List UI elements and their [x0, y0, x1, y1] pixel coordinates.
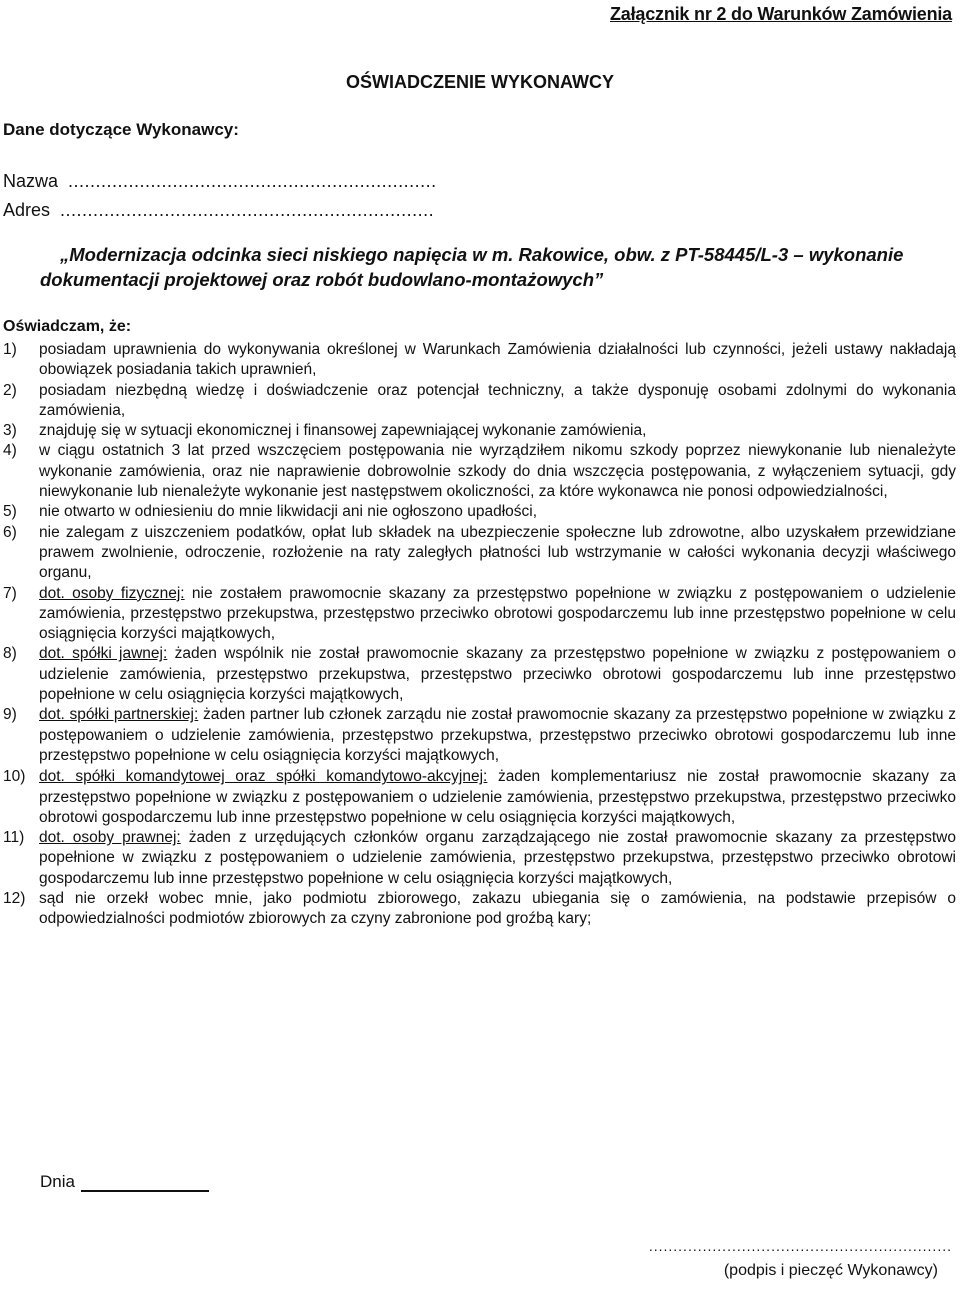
- contractor-name-label: Nazwa: [3, 171, 59, 191]
- declaration-item: [3, 705, 956, 766]
- contractor-address-fill[interactable]: ....................................................................: [60, 200, 435, 220]
- item-text-rest: żaden komplementariusz nie został prawomocnie skazany za przestępstwo popełnione w związku z postępowaniem o udzielenie zamówienia, przestępstwo przekupstwa, przestępstwo przeciwko obrotowi gospodarczemu lub inne przestępstwo popełnione w celu osiągnięcia korzyści majątkowych,: [39, 768, 957, 826]
- contractor-name-field[interactable]: [3, 171, 437, 192]
- declaration-item: [3, 584, 956, 645]
- item-number: 8): [3, 645, 17, 663]
- item-number: 1): [3, 341, 17, 358]
- item-number: 4): [3, 442, 17, 460]
- signature-caption: (podpis i pieczęć Wykonawcy): [723, 1262, 938, 1279]
- item-text: znajduję się w sytuacji ekonomicznej i finansowej zapewniającej wykonanie zamówienia,: [39, 422, 647, 440]
- item-number: 10): [3, 768, 26, 786]
- declaration-item: [3, 381, 956, 422]
- item-number: 7): [3, 584, 17, 602]
- document-title: OŚWIADCZENIE WYKONAWCY: [346, 72, 614, 92]
- date-field[interactable]: [40, 1172, 209, 1192]
- declaration-item: [3, 523, 956, 584]
- item-text: [39, 767, 956, 828]
- contractor-name-fill[interactable]: ...................................................................: [68, 171, 437, 191]
- item-text: [39, 644, 956, 705]
- item-number: 6): [3, 523, 17, 541]
- item-number: 5): [3, 503, 17, 521]
- item-number: 3): [3, 422, 17, 440]
- declaration-item: [3, 502, 956, 522]
- item-text: nie zalegam z uiszczeniem podatków, opłat lub składek na ubezpieczenie społeczne lub zdrowotne, albo uzyskałem przewidziane prawem zwolnienie, odroczenie, rozłożenie na raty zaległych płatności lub wstrzymanie w całości wykonania decyzji właściwego organu,: [39, 523, 956, 582]
- item-text: nie otwarto w odniesieniu do mnie likwidacji ani nie ogłoszono upadłości,: [39, 503, 538, 521]
- item-prefix: dot. spółki jawnej:: [39, 645, 168, 663]
- item-prefix: dot. spółki komandytowej oraz spółki komandytowo-akcyjnej:: [39, 768, 488, 786]
- date-label: Dnia: [40, 1172, 75, 1191]
- contractor-address-field[interactable]: [3, 200, 434, 221]
- declaration-item: [3, 441, 956, 502]
- item-text: [39, 705, 956, 766]
- declaration-item: [3, 767, 956, 828]
- contractor-address-label: Adres: [3, 200, 51, 220]
- item-text: posiadam niezbędną wiedzę i doświadczenie oraz potencjał techniczny, a także dysponuję osobami zdolnymi do wykonania zamówienia,: [39, 381, 956, 419]
- item-text: [39, 584, 956, 645]
- item-number: 9): [3, 706, 17, 724]
- declaration-list: [3, 340, 956, 930]
- declaration-item: [3, 889, 956, 930]
- item-text-rest: żaden z urzędujących członków organu zarządzającego nie został prawomocnie skazany za przestępstwo popełnione w związku z postępowaniem o udzielenie zamówienia, przestępstwo przekupstwa, przestępstwo przeciwko obrotowi gospodarczemu lub inne przestępstwo popełnione w celu osiągnięcia korzyści majątkowych,: [39, 829, 957, 887]
- project-title: „Modernizacja odcinka sieci niskiego napięcia w m. Rakowice, obw. z PT-58445/L-3 – wykonanie dokumentacji projektowej oraz robót budowlano-montażowych”: [40, 244, 904, 290]
- attachment-label: Załącznik nr 2 do Warunków Zamówienia: [609, 4, 952, 24]
- item-number: 12): [3, 890, 26, 908]
- item-text: w ciągu ostatnich 3 lat przed wszczęciem postępowania nie wyrządziłem nikomu szkody poprzez niewykonanie lub nienależyte wykonanie zamówienia, oraz nie naprawienie dobrowolnie szkody do dnia wszczęcia postępowania, z wyłączeniem sytuacji, gdy niewykonanie lub nienależyte wykonanie jest następstwem okoliczności, za które wykonawca nie ponosi odpowiedzialności,: [39, 442, 956, 501]
- declaration-item: [3, 828, 956, 889]
- declaration-intro: Oświadczam, że:: [3, 318, 132, 335]
- signature-line[interactable]: ..............................................................: [648, 1238, 952, 1254]
- declaration-item: [3, 340, 956, 381]
- item-prefix: dot. osoby prawnej:: [39, 829, 181, 847]
- item-text-rest: żaden partner lub członek zarządu nie został prawomocnie skazany za przestępstwo popełnione w związku z postępowaniem o udzielenie zamówienia, przestępstwo przekupstwa, przestępstwo przeciwko obrotowi gospodarczemu lub inne przestępstwo popełnione w celu osiągnięcia korzyści majątkowych,: [39, 706, 956, 764]
- item-text-rest: nie zostałem prawomocnie skazany za przestępstwo popełnione w związku z postępowaniem o udzielenie zamówienia, przestępstwo przekupstwa, przestępstwo przeciwko obrotowi gospodarczemu lub inne przestępstwo popełnione w celu osiągnięcia korzyści majątkowych,: [39, 584, 956, 643]
- contractor-section-header: Dane dotyczące Wykonawcy:: [3, 120, 239, 139]
- item-text: [39, 828, 956, 889]
- date-blank-line[interactable]: [81, 1172, 209, 1192]
- item-text: posiadam uprawnienia do wykonywania określonej w Warunkach Zamówienia działalności lub czynności, jeżeli ustawy nakładają obowiązek posiadania takich uprawnień,: [39, 341, 956, 379]
- item-number: 11): [3, 829, 25, 847]
- item-text: sąd nie orzekł wobec mnie, jako podmiotu zbiorowego, zakazu ubiegania się o zamówienia, na podstawie przepisów o odpowiedzialności podmiotów zbiorowych za czyny zabronione pod groźbą kary;: [39, 890, 956, 928]
- item-text-rest: żaden wspólnik nie został prawomocnie skazany za przestępstwo popełnione w związku z postępowaniem o udzielenie zamówienia, przestępstwo przekupstwa, przestępstwo przeciwko obrotowi gospodarczemu lub inne przestępstwo popełnione w celu osiągnięcia korzyści majątkowych,: [39, 645, 957, 704]
- item-prefix: dot. spółki partnerskiej:: [39, 706, 199, 724]
- declaration-item: [3, 421, 956, 441]
- declaration-item: [3, 644, 956, 705]
- item-prefix: dot. osoby fizycznej:: [39, 584, 185, 602]
- item-number: 2): [3, 381, 17, 399]
